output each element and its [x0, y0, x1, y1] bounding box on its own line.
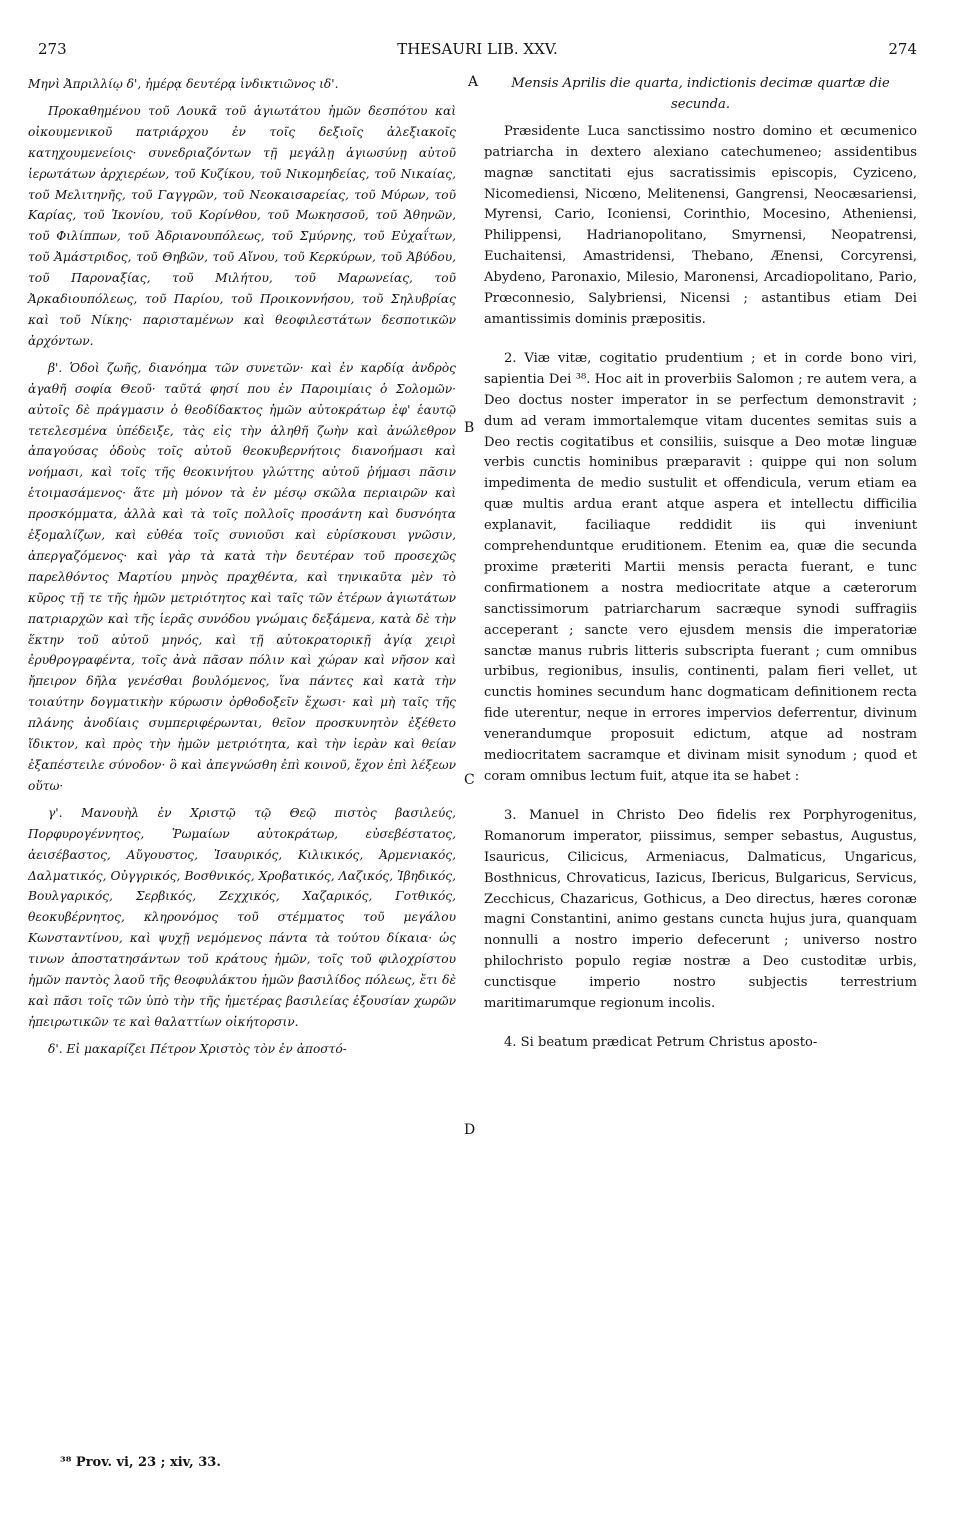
greek-column: [28, 74, 456, 1066]
footnote: ³⁸ Prov. vi, 23 ; xiv, 33.: [60, 1455, 221, 1470]
latin-paragraph-4: 4. Si beatum prædicat Petrum Christus aposto-: [504, 1034, 818, 1050]
left-page-number: 273: [38, 40, 67, 58]
latin-title: Mensis Aprilis die quarta, indictionis decimæ quartæ die secunda.: [511, 76, 890, 112]
latin-column: [484, 74, 917, 1060]
latin-paragraph-2: 2. Viæ vitæ, cogitatio prudentium ; et in corde bono viri, sapientia Dei ³⁸. Hoc ait in proverbiis Salomon ; re autem vera, a Deo doctus noster imperator in se perfectum demonstravit ; dum ad veram immortalemque vitam ducentes semitas suis a Deo rectis cogitatibus et consiliis, suisque a Deo motæ linguæ verbis cunctis hominibus præparavit : quippe qui non solum impedimenta de medio sustulit et offendicula, verum etiam ea quæ multis ardua erant atque aspera et intellectu difficilia explanavit, faciliaque reddidit iis qui inveniunt comprehenduntque eruditionem. Etenim ea, quæ die secunda proxime præteriti Martii mensis peracta fuerant, e tunc confirmationem a nostra mediocritate atque a cæterorum sanctissimorum patriarcharum sacræque synodi suffragiis acceperant ; sancte vero ejusdem mensis die imperatoriæ sanctæ manus rubris litteris subscripta fuerant ; cum omnibus urbibus, regionibus, insulis, continenti, palam fieri vellet, ut cunctis homines secundum hanc dogmaticam definitionem recta fide uterentur, neque in errores impervios deferrentur, divinum venerandumque proposuit edictum, atque ad nostram mediocritatem sacramque et divinam misit synodum ; quod et coram omnibus lectum fuit, atque ita se habet :: [484, 350, 917, 784]
right-page-number: 274: [888, 40, 917, 58]
running-title: THESAURI LIB. XXV.: [397, 40, 558, 58]
latin-paragraph-3: 3. Manuel in Christo Deo fidelis rex Porphyrogenitus, Romanorum imperator, piissimus, semper sebastus, Augustus, Isauricus, Cilicicus, Armeniacus, Dalmaticus, Ungaricus, Bosthnicus, Chrovaticus, Iazicus, Ibericus, Bulgaricus, Servicus, Zecchicus, Chazaricus, Gothicus, a Deo directus, hæres coronæ magni Constantini, animo gestans cuncta hujus jura, quanquam nonnulli a nostro imperio defecerunt ; universo nostro philochristo populo regiæ nostræ a Deo custoditæ urbis, cunctisque imperio nostro subjectis terrestrium maritimarumque regionum incolis.: [484, 807, 917, 1012]
running-header: [38, 40, 917, 60]
greek-paragraph-3: γ'. Μανουὴλ ἐν Χριστῷ τῷ Θεῷ πιστὸς βασιλεύς, Πορφυρογέννητος, Ῥωμαίων αὐτοκράτωρ, εὐσεβέστατος, ἀεισέβαστος, Αὔγουστος, Ἰσαυρικός, Κιλικικός, Ἀρμενιακός, Δαλματικός, Οὐγγρικός, Βοσθνικός, Χροβατικός, Λαζικός, Ἰβηδικός, Βουλγαρικός, Σερβικός, Ζεχχικός, Χαζαρικός, Γοτθικός, θεοκυβέρνητος, κληρονόμος τοῦ στέμματος τοῦ μεγάλου Κωνσταντίνου, καὶ ψυχῇ νεμόμενος πάντα τὰ τούτου δίκαια· ὡς τινων ἀποστατησάντων τοῦ κράτους ἡμῶν, τοῖς τοῦ φιλοχρίστου ἡμῶν παντὸς λαοῦ τῆς θεοφυλάκτου ἡμῶν βασιλίδος πόλεως, ἔτι δὲ καὶ πᾶσι τοῖς τῶν ὑπὸ τὴν τῆς ἡμετέρας βασιλείας ἐξουσίαν χωρῶν ἠπειρωτικῶν τε καὶ θαλαττίων οἰκήτορσιν.: [28, 805, 456, 1029]
margin-letter-d: D: [464, 1122, 476, 1138]
greek-paragraph-2: β'. Ὁδοὶ ζωῆς, διανόημα τῶν συνετῶν· καὶ ἐν καρδίᾳ ἀνδρὸς ἀγαθῆ σοφία Θεοῦ· ταῦτά φησί που ἐν Παροιμίαις ὁ Σολομῶν· αὐτοῖς δὲ πράγμασιν ὁ θεοδίδακτος ἡμῶν αὐτοκράτωρ ἐφ' ἑαυτῷ τετελεσμένα ὑπέδειξε, τὰς εἰς τὴν ἀληθῆ ζωὴν καὶ ἀνώλεθρον ἀπαγούσας ὁδοὺς τοῖς αὐτοῦ θεοκυβερνήτοις διανοήμασι καὶ νοήμασι, καὶ τοῖς τῆς θεοκινήτου γλώττης αὐτοῦ ῥήμασι πᾶσιν ἑτοιμασάμενος· ἅτε μὴ μόνον τὰ ἐν μέσῳ σκῶλα περιαιρῶν καὶ προσκόμματα, ἀλλὰ καὶ τὰ τοῖς πολλοῖς προσάντη καὶ δυσνόητα ἐξομαλίζων, καὶ εὐθέα τοῖς συνιοῦσι καὶ εὑρίσκουσι γνῶσιν, ἀπεργαζόμενος· καὶ γὰρ τὰ κατὰ τὴν δευτέραν τοῦ προσεχῶς παρελθόντος Μαρτίου μηνὸς πραχθέντα, καὶ τηνικαῦτα μὲν τὸ κῦρος τῇ τε τῆς ἡμῶν μετριότητος καὶ ταῖς τῶν ἑτέρων ἁγιωτάτων πατριαρχῶν καὶ τῆς ἱερᾶς συνόδου γνώμαις δεξάμενα, κατὰ δὲ τὴν ἕκτην τοῦ αὐτοῦ μηνός, καὶ τῇ αὐτοκρατορικῇ ἁγίᾳ χειρὶ ἐρυθρογραφέντα, τοῖς ἀνὰ πᾶσαν πόλιν καὶ χώραν καὶ νῆσον καὶ ἤπειρον δῆλα γενέσθαι βουλόμενος, ἵνα πάντες καὶ κατὰ τὴν τοιαύτην δογματικὴν κύρωσιν ὀρθοδοξεῖν ἔχωσι· καὶ μὴ ταῖς τῆς πλάνης ἀνοδίαις συμπεριφέρωνται, θεῖον προσκυνητὸν ἐξέθετο ἴδικτον, καὶ πρὸς τὴν ἡμῶν μετριότητα, καὶ τὴν ἱερὰν καὶ θείαν ἐξαπέστειλε σύνοδον· ὃ καὶ ἀπεγνώσθη ἐπὶ κοινοῦ, ἔχον ἐπὶ λέξεων οὕτω·: [28, 360, 456, 793]
margin-letter-c: C: [464, 772, 475, 788]
greek-paragraph-1: Προκαθημένου τοῦ Λουκᾶ τοῦ ἁγιωτάτου ἡμῶν δεσπότου καὶ οἰκουμενικοῦ πατριάρχου ἐν τοῖς δεξιοῖς ἀλεξιακοῖς κατηχουμενείοις· συνεδριαζόντων τῇ μεγάλῃ ἁγιωσύνῃ αὐτοῦ ἱερωτάτων ἀρχιερέων, τοῦ Κυζίκου, τοῦ Νικομηδείας, τοῦ Νικαίας, τοῦ Μελιτηνῆς, τοῦ Γαγγρῶν, τοῦ Νεοκαισαρείας, τοῦ Μύρων, τοῦ Καρίας, τοῦ Ἰκονίου, τοῦ Κορίνθου, τοῦ Μωκησσοῦ, τοῦ Ἀθηνῶν, τοῦ Φιλίππων, τοῦ Ἀδριανουπόλεως, τοῦ Σμύρνης, τοῦ Εὐχαΐτων, τοῦ Ἀμάστριδος, τοῦ Θηβῶν, τοῦ Αἴνου, τοῦ Κερκύρων, τοῦ Ἀβύδου, τοῦ Παροναξίας, τοῦ Μιλήτου, τοῦ Μαρωνείας, τοῦ Ἀρκαδιουπόλεως, τοῦ Παρίου, τοῦ Προικοννήσου, τοῦ Σηλυβρίας καὶ τοῦ Νίκης· παρισταμένων καὶ θεοφιλεστάτων δεσποτικῶν ἀρχόντων.: [28, 103, 456, 348]
latin-paragraph-1: Præsidente Luca sanctissimo nostro domino et œcumenico patriarcha in dextero alexiano catechumeneo; assidentibus magnæ sanctitati ejus sacratissimis episcopis, Cyziceno, Nicomediensi, Nicœno, Melitenensi, Gangrensi, Neocæsariensi, Myrensi, Cario, Iconiensi, Corinthio, Mocesino, Atheniensi, Philippensi, Hadrianopolitano, Smyrnensi, Neopatrensi, Euchaitensi, Amastridensi, Thebano, Ænensi, Corcyrensi, Abydeno, Paronaxio, Milesio, Maronensi, Arcadiopolitano, Pario, Prœconnesio, Salybriensi, Nicensi ; astantibus etiam Dei amantissimis dominis præpositis.: [484, 123, 917, 327]
greek-paragraph-4: δ'. Εἰ μακαρίζει Πέτρον Χριστὸς τὸν ἐν ἀποστό-: [48, 1041, 347, 1056]
greek-title: Μηνὶ Ἀπριλλίῳ δ', ἡμέρᾳ δευτέρᾳ ἰνδικτιῶνος ιδ'.: [28, 77, 339, 91]
margin-letter-b: B: [464, 420, 475, 436]
margin-letter-a: A: [468, 74, 479, 90]
